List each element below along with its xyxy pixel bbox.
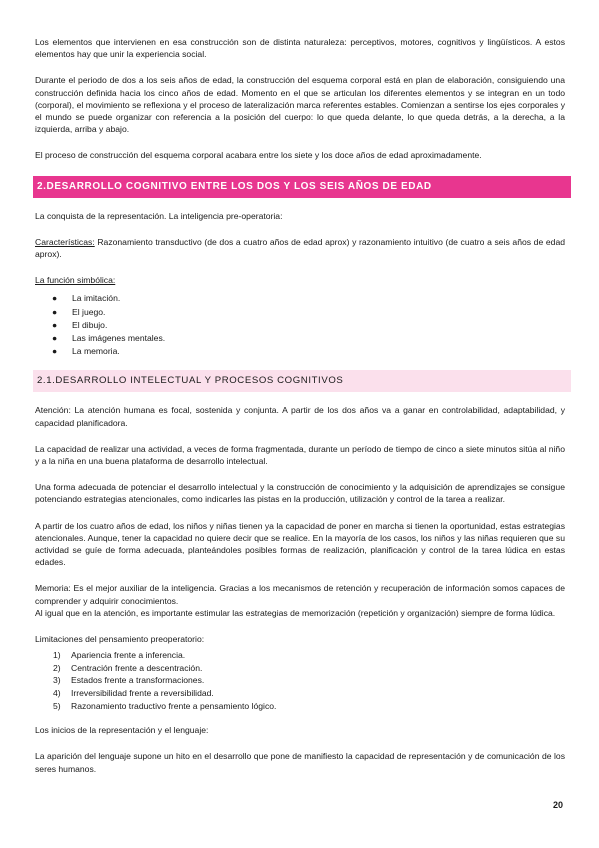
list-item-text: Centración frente a descentración. — [71, 662, 203, 673]
list-item-text: Apariencia frente a inferencia. — [71, 650, 186, 661]
document-page — [35, 36, 565, 789]
bullet-icon: ● — [52, 346, 58, 357]
list-number: 5) — [53, 700, 61, 711]
list-item — [35, 292, 565, 305]
list-item — [35, 687, 565, 700]
paragraph-construction-end: El proceso de construcción del esquema corporal acabara entre los siete y los doce años de edad aproximadamente. — [35, 150, 482, 161]
symbolic-function-label — [35, 274, 565, 286]
paragraph-language: La aparición del lenguaje supone un hito en el desarrollo que pone de manifiesto la capacidad de representación y de comunicación de los seres humanos. — [35, 751, 565, 774]
paragraph-beginnings: Los inicios de la representación y el lenguaje: — [35, 725, 209, 736]
list-item-text: Irreversibilidad frente a reversibilidad. — [71, 688, 214, 698]
bullet-icon: ● — [52, 333, 58, 343]
symbolic-function-list — [35, 292, 565, 358]
bullet-icon: ● — [52, 319, 58, 330]
list-number: 4) — [53, 688, 61, 698]
list-number: 2) — [53, 662, 61, 673]
list-item — [35, 674, 565, 687]
paragraph-characteristics — [35, 236, 565, 260]
paragraph-body-schema: Durante el periodo de dos a los seis años de edad, la construcción del esquema corporal está en plan de elaboración, consiguiendo una construcción definida hacia los cinco años de edad. Momento en el que se articulan los diferentes elementos y se integran en un todo (corporal), el movimiento se reflexiona y el proceso de lateralización marca referentes estables. Comienzan a sentirse los ejes corporales y el mundo se puede organizar con referencia a la posición del cuerpo: lo que queda delante, lo que queda detrás, a la derecha, a la izquierda, arriba y abajo. — [35, 75, 565, 135]
paragraph-memory-strategies: Al igual que en la atención, es importante estimular las estrategias de memorización (repetición y organización) siempre de forma lúdica. — [35, 607, 556, 618]
list-item-text: El dibujo. — [72, 319, 108, 330]
list-item — [35, 319, 565, 332]
list-item — [35, 332, 565, 345]
list-item-text: Razonamiento traductivo frente a pensamiento lógico. — [71, 700, 277, 711]
paragraph-capacity: La capacidad de realizar una actividad, a veces de forma fragmentada, durante un período de tiempo de cinco a siete minutos sitúa al niño y a la niña en una buena plataforma de desarrollo intelectual. — [35, 443, 565, 466]
paragraph-attention: Atención: La atención humana es focal, sostenida y conjunta. A partir de los dos años va a ganar en controlabilidad, adaptabilidad, y capacidad planificadora. — [35, 405, 565, 428]
bullet-icon: ● — [52, 293, 58, 304]
characteristics-text: Razonamiento transductivo (de dos a cuatro años de edad aprox) y razonamiento intuitivo (de cuatro a seis años de edad aprox). — [35, 236, 565, 260]
list-item-text: Estados frente a transformaciones. — [71, 675, 205, 686]
paragraph-conquest: La conquista de la representación. La inteligencia pre-operatoria: — [35, 210, 283, 221]
section-heading-cognitive-development: 2.DESARROLLO COGNITIVO ENTRE LOS DOS Y LOS SEIS AÑOS DE EDAD — [33, 176, 571, 198]
paragraph-strategies: Una forma adecuada de potenciar el desarrollo intelectual y la construcción de conocimiento y la adquisición de aprendizajes se consigue potenciando estrategias atencionales, como indicarles las pistas en la producción, utilización y control de la tarea a realizar. — [35, 482, 565, 505]
list-item-text: Las imágenes mentales. — [72, 333, 166, 343]
symbolic-function-title: La función simbólica: — [35, 275, 116, 286]
list-item — [35, 662, 565, 675]
paragraph-four-years: A partir de los cuatro años de edad, los niños y niñas tienen ya la capacidad de poner en marcha si tienen la oportunidad, estas estrategias atencionales. Aunque, tener la capacidad no quiere decir que se realice. En la mayoría de los casos, los niños y las niñas requieren que su actividad se guíe de forma adecuada, planteándoles posibles formas de realización, planificación y control de la tarea lúdica en estas edades. — [35, 520, 565, 568]
subsection-heading-intellectual-development: 2.1.DESARROLLO INTELECTUAL Y PROCESOS COGNITIVOS — [33, 370, 571, 392]
paragraph-elements: Los elementos que intervienen en esa construcción son de distinta naturaleza: perceptivos, motores, cognitivos y lingüísticos. A estos elementos hay que unir la experiencia social. — [35, 37, 565, 60]
paragraph-limitations-title: Limitaciones del pensamiento preoperatorio: — [35, 634, 205, 645]
paragraph-memory: Memoria: Es el mejor auxiliar de la inteligencia. Gracias a los mecanismos de retención y recuperación de información somos capaces de comprender y adquirir conocimientos. — [35, 583, 565, 606]
list-item — [35, 649, 565, 662]
list-item-text: El juego. — [72, 306, 106, 317]
list-item — [35, 306, 565, 319]
list-item-text: La memoria. — [72, 346, 120, 357]
limitations-list — [35, 649, 565, 712]
list-item — [35, 345, 565, 358]
characteristics-label: Características: — [35, 236, 95, 247]
list-number: 3) — [53, 675, 61, 686]
page-number: 20 — [552, 800, 563, 810]
list-item — [35, 700, 565, 713]
list-number: 1) — [53, 650, 61, 661]
bullet-icon: ● — [52, 306, 58, 317]
list-item-text: La imitación. — [72, 293, 121, 304]
